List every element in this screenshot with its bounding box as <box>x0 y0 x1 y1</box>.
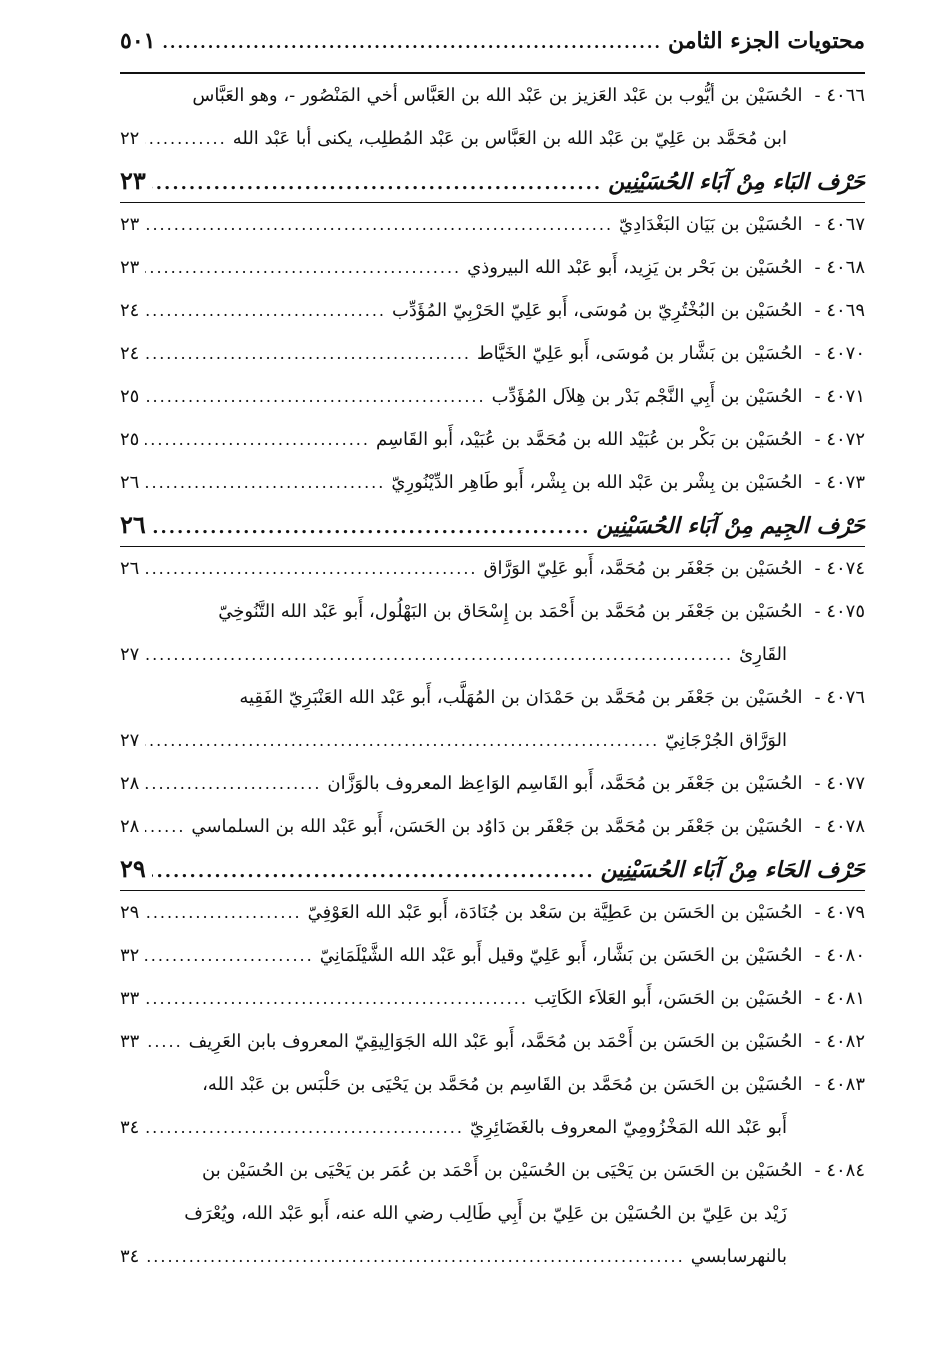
page-header <box>120 28 865 74</box>
entry-page-number: ٢٦ <box>120 558 140 579</box>
entry-text: الوَرَّاق الجُرْجَانِيّ <box>665 730 787 751</box>
entry-line <box>120 1106 865 1149</box>
entry-text: الحُسَيْن بن الحَسَن بن عَطِيَّة بن سَعْد بن جُنَادَة، أَبو عَبْد الله العَوْفِيّ <box>307 902 803 923</box>
leader-dots <box>145 117 226 160</box>
entry-page-number: ٢٢ <box>120 128 140 149</box>
entry-page-number: ٣٣ <box>120 1031 140 1052</box>
entry-text: الحُسَيْن بن البُخْتُرِيّ بن مُوسَى، أَبو عَلِيّ الحَرْبِيّ المُؤَدِّب <box>391 300 803 321</box>
entry-text: ابن مُحَمَّد بن عَلِيّ بن عَبْد الله بن العَبَّاس بن عَبْد المُطلِب، يكنى أبا عَبْد الله <box>232 128 787 149</box>
entry-page-number: ٢٤ <box>120 300 140 321</box>
leader-dots <box>145 805 185 848</box>
entry-text: الحُسَيْن بن الحَسَن بن بَشَّار، أَبو عَلِيّ وقيل أَبو عَبْد الله الشَّيْلَمَانِيّ <box>319 945 803 966</box>
entry-line <box>120 891 865 934</box>
entry-line <box>120 418 865 461</box>
entry-page-number: ٢٤ <box>120 343 140 364</box>
entry-text: الحُسَيْن بن جَعْفَر بن مُحَمَّد، أَبو القَاسِم الوَاعِظ المعروف بالوَزَّان <box>327 773 803 794</box>
entry-line <box>120 1192 865 1235</box>
section-page-number: ٢٣ <box>120 166 146 195</box>
entry-number: ٤٠٨١ - <box>814 988 865 1009</box>
entry-number: ٤٠٨٤ - <box>814 1160 865 1181</box>
entry-page-number: ٣٤ <box>120 1117 140 1138</box>
entry-text: الحُسَيْن بن بَشَّار بن مُوسَى، أَبو عَلِيّ الخَيَّاط <box>476 343 803 364</box>
entry-page-number: ٢٥ <box>120 386 140 407</box>
entry-number: ٤٠٧٩ - <box>814 902 865 923</box>
volume-contents-title: محتويات الجزء الثامن <box>667 28 865 54</box>
entry-number: ٤٠٧٤ - <box>814 558 865 579</box>
leader-dots <box>145 203 613 246</box>
leader-dots <box>145 1106 464 1149</box>
entry-text: الحُسَيْن بن أَبِي النَّجْم بَدْر بن هِلاَل المُؤَدِّب <box>491 386 803 407</box>
entry-number: ٤٠٨٣ - <box>814 1074 865 1095</box>
toc-entry <box>120 1149 865 1278</box>
toc-entry <box>120 1063 865 1149</box>
entry-text: الحُسَيْن بن الحَسَن بن يَحْيَى بن الحُسَيْن بن أَحْمَد بن عُمَر بن يَحْيَى بن الحُسَيْن بن <box>202 1160 803 1181</box>
entry-text: الحُسَيْن بن الحَسَن بن مُحَمَّد بن القَاسِم بن مُحَمَّد بن يَحْيَى بن حَلْبَس بن عَبْد الله، <box>202 1074 803 1095</box>
entry-text: الحُسَيْن بن جَعْفَر بن مُحَمَّد، أَبو عَلِيّ الوَرَّاق <box>483 558 803 579</box>
entry-text: الحُسَيْن بن أيُّوب بن عَبْد العَزيز بن عَبْد الله بن العَبَّاس أخي المَنْصُور -، وهو العَبَّاس <box>192 85 803 106</box>
leader-dots <box>145 891 301 934</box>
toc-entry <box>120 74 865 160</box>
section-title: حَرْف الحَاء مِنْ آبَاء الحُسَيْنِين <box>600 857 865 883</box>
entry-line <box>120 1063 865 1106</box>
entry-line <box>120 74 865 117</box>
entry-number: ٤٠٦٩ - <box>814 300 865 321</box>
section-heading <box>120 160 865 203</box>
leader-dots <box>145 1020 182 1063</box>
entry-page-number: ٢٥ <box>120 429 140 450</box>
leader-dots <box>145 375 485 418</box>
entry-line <box>120 461 865 504</box>
entry-line <box>120 547 865 590</box>
entry-line <box>120 375 865 418</box>
entry-text: زَيْد بن عَلِيّ بن الحُسَيْن بن عَلِيّ بن أَبِي طَالِب رضي الله عنه، أَبو عَبْد الله، ويُعْرَف <box>184 1203 787 1224</box>
entry-number: ٤٠٧٦ - <box>814 687 865 708</box>
leader-dots <box>152 851 595 893</box>
section-title: حَرْف الجِيم مِنْ آبَاء الحُسَيْنِين <box>596 513 865 539</box>
entry-line <box>120 203 865 246</box>
entry-number: ٤٠٦٦ - <box>814 85 865 106</box>
entry-text: أَبو عَبْد الله المَخْزُومِيّ المعروف بالغَضَائِرِيّ <box>469 1117 787 1138</box>
section-heading <box>120 504 865 547</box>
toc-entry <box>120 1020 865 1063</box>
leader-dots <box>145 418 370 461</box>
entry-number: ٤٠٧٢ - <box>814 429 865 450</box>
entry-page-number: ٢٨ <box>120 773 140 794</box>
leader-dots <box>145 762 321 805</box>
entry-page-number: ٢٧ <box>120 644 140 665</box>
leader-dots <box>145 633 733 676</box>
entry-text: الحُسَيْن بن بِشْر بن عَبْد الله بن بِشْر، أَبو طَاهِر الدِّيْنُورِيّ <box>391 472 803 493</box>
entry-number: ٤٠٨٢ - <box>814 1031 865 1052</box>
leader-dots <box>145 461 385 504</box>
leader-dots <box>145 719 659 762</box>
toc-entry <box>120 934 865 977</box>
entry-number: ٤٠٧٠ - <box>814 343 865 364</box>
toc-entry <box>120 547 865 590</box>
toc-entry <box>120 418 865 461</box>
toc-entry <box>120 289 865 332</box>
leader-dots <box>152 507 591 549</box>
leader-dots <box>161 33 662 52</box>
entry-line <box>120 590 865 633</box>
entry-page-number: ٢٣ <box>120 214 140 235</box>
toc-page <box>120 28 865 1278</box>
entry-text: الحُسَيْن بن بَحْر بن يَزِيد، أَبو عَبْد الله البيروذي <box>467 257 803 278</box>
toc-entry <box>120 590 865 676</box>
entry-page-number: ٣٤ <box>120 1246 140 1267</box>
toc-entry <box>120 805 865 848</box>
entry-text: الحُسَيْن بن جَعْفَر بن مُحَمَّد بن أَحْمَد بن إِسْحَاق بن البَهْلُول، أَبو عَبْد الله التَّنُوخِيّ <box>218 601 803 622</box>
section-title: حَرْف البَاء مِنْ آبَاء الحُسَيْنِين <box>608 169 865 195</box>
entry-line <box>120 289 865 332</box>
section-heading <box>120 848 865 891</box>
leader-dots <box>152 163 602 205</box>
leader-dots <box>145 934 313 977</box>
entry-line <box>120 1020 865 1063</box>
leader-dots <box>145 547 477 590</box>
entry-page-number: ٣٣ <box>120 988 140 1009</box>
entry-text: الحُسَيْن بن جَعْفَر بن مُحَمَّد بن حَمْدَان بن المُهَلَّب، أَبو عَبْد الله العَنْبَرِيّ الفَقِيه <box>239 687 803 708</box>
entry-text: الحُسَيْن بن جَعْفَر بن مُحَمَّد بن جَعْفَر بن دَاوُد بن الحَسَن، أَبو عَبْد الله بن السلماسي <box>191 816 803 837</box>
entry-number: ٤٠٨٠ - <box>814 945 865 966</box>
entry-page-number: ٢٨ <box>120 816 140 837</box>
entry-number: ٤٠٧٧ - <box>814 773 865 794</box>
leader-dots <box>145 1235 684 1278</box>
entry-text: القَارِئ <box>739 644 787 665</box>
toc-entry <box>120 977 865 1020</box>
entry-line <box>120 117 865 160</box>
toc-entry <box>120 461 865 504</box>
entry-page-number: ٢٩ <box>120 902 140 923</box>
entry-page-number: ٢٦ <box>120 472 140 493</box>
entry-line <box>120 246 865 289</box>
entry-line <box>120 1235 865 1278</box>
entry-number: ٤٠٦٧ - <box>814 214 865 235</box>
entry-line <box>120 805 865 848</box>
entry-line <box>120 977 865 1020</box>
toc-entry <box>120 246 865 289</box>
toc-entry <box>120 762 865 805</box>
entry-text: الحُسَيْن بن الحَسَن، أَبو العَلاَء الكَاتِب <box>533 988 803 1009</box>
entry-line <box>120 934 865 977</box>
entry-line <box>120 676 865 719</box>
entry-page-number: ٣٢ <box>120 945 140 966</box>
entry-text: الحُسَيْن بن بَكْر بن عُبَيْد الله بن مُحَمَّد بن عُبَيْد، أَبو القَاسِم <box>375 429 803 450</box>
entry-number: ٤٠٧١ - <box>814 386 865 407</box>
entry-line <box>120 1149 865 1192</box>
entry-number: ٤٠٦٨ - <box>814 257 865 278</box>
entry-number: ٤٠٧٨ - <box>814 816 865 837</box>
header-page-number: ٥٠١ <box>120 28 156 54</box>
entry-line <box>120 762 865 805</box>
leader-dots <box>145 332 471 375</box>
entry-text: الحُسَيْن بن بَيَان البَغْدَادِيّ <box>619 214 803 235</box>
toc-entry <box>120 891 865 934</box>
section-page-number: ٢٩ <box>120 854 146 883</box>
toc-entry <box>120 203 865 246</box>
entry-number: ٤٠٧٣ - <box>814 472 865 493</box>
entry-text: بالنهرسابسي <box>690 1246 787 1267</box>
leader-dots <box>145 289 386 332</box>
toc-entry <box>120 332 865 375</box>
entry-line <box>120 332 865 375</box>
section-page-number: ٢٦ <box>120 510 146 539</box>
toc-entry <box>120 375 865 418</box>
leader-dots <box>145 977 528 1020</box>
toc-list <box>120 74 865 1278</box>
leader-dots <box>145 246 461 289</box>
entry-line <box>120 633 865 676</box>
toc-entry <box>120 676 865 762</box>
entry-page-number: ٢٣ <box>120 257 140 278</box>
entry-number: ٤٠٧٥ - <box>814 601 865 622</box>
entry-text: الحُسَيْن بن الحَسَن بن أَحْمَد بن مُحَمَّد، أَبو عَبْد الله الجَوَالِيقِيّ المعروف بابن العَرِيف <box>188 1031 803 1052</box>
entry-page-number: ٢٧ <box>120 730 140 751</box>
entry-line <box>120 719 865 762</box>
